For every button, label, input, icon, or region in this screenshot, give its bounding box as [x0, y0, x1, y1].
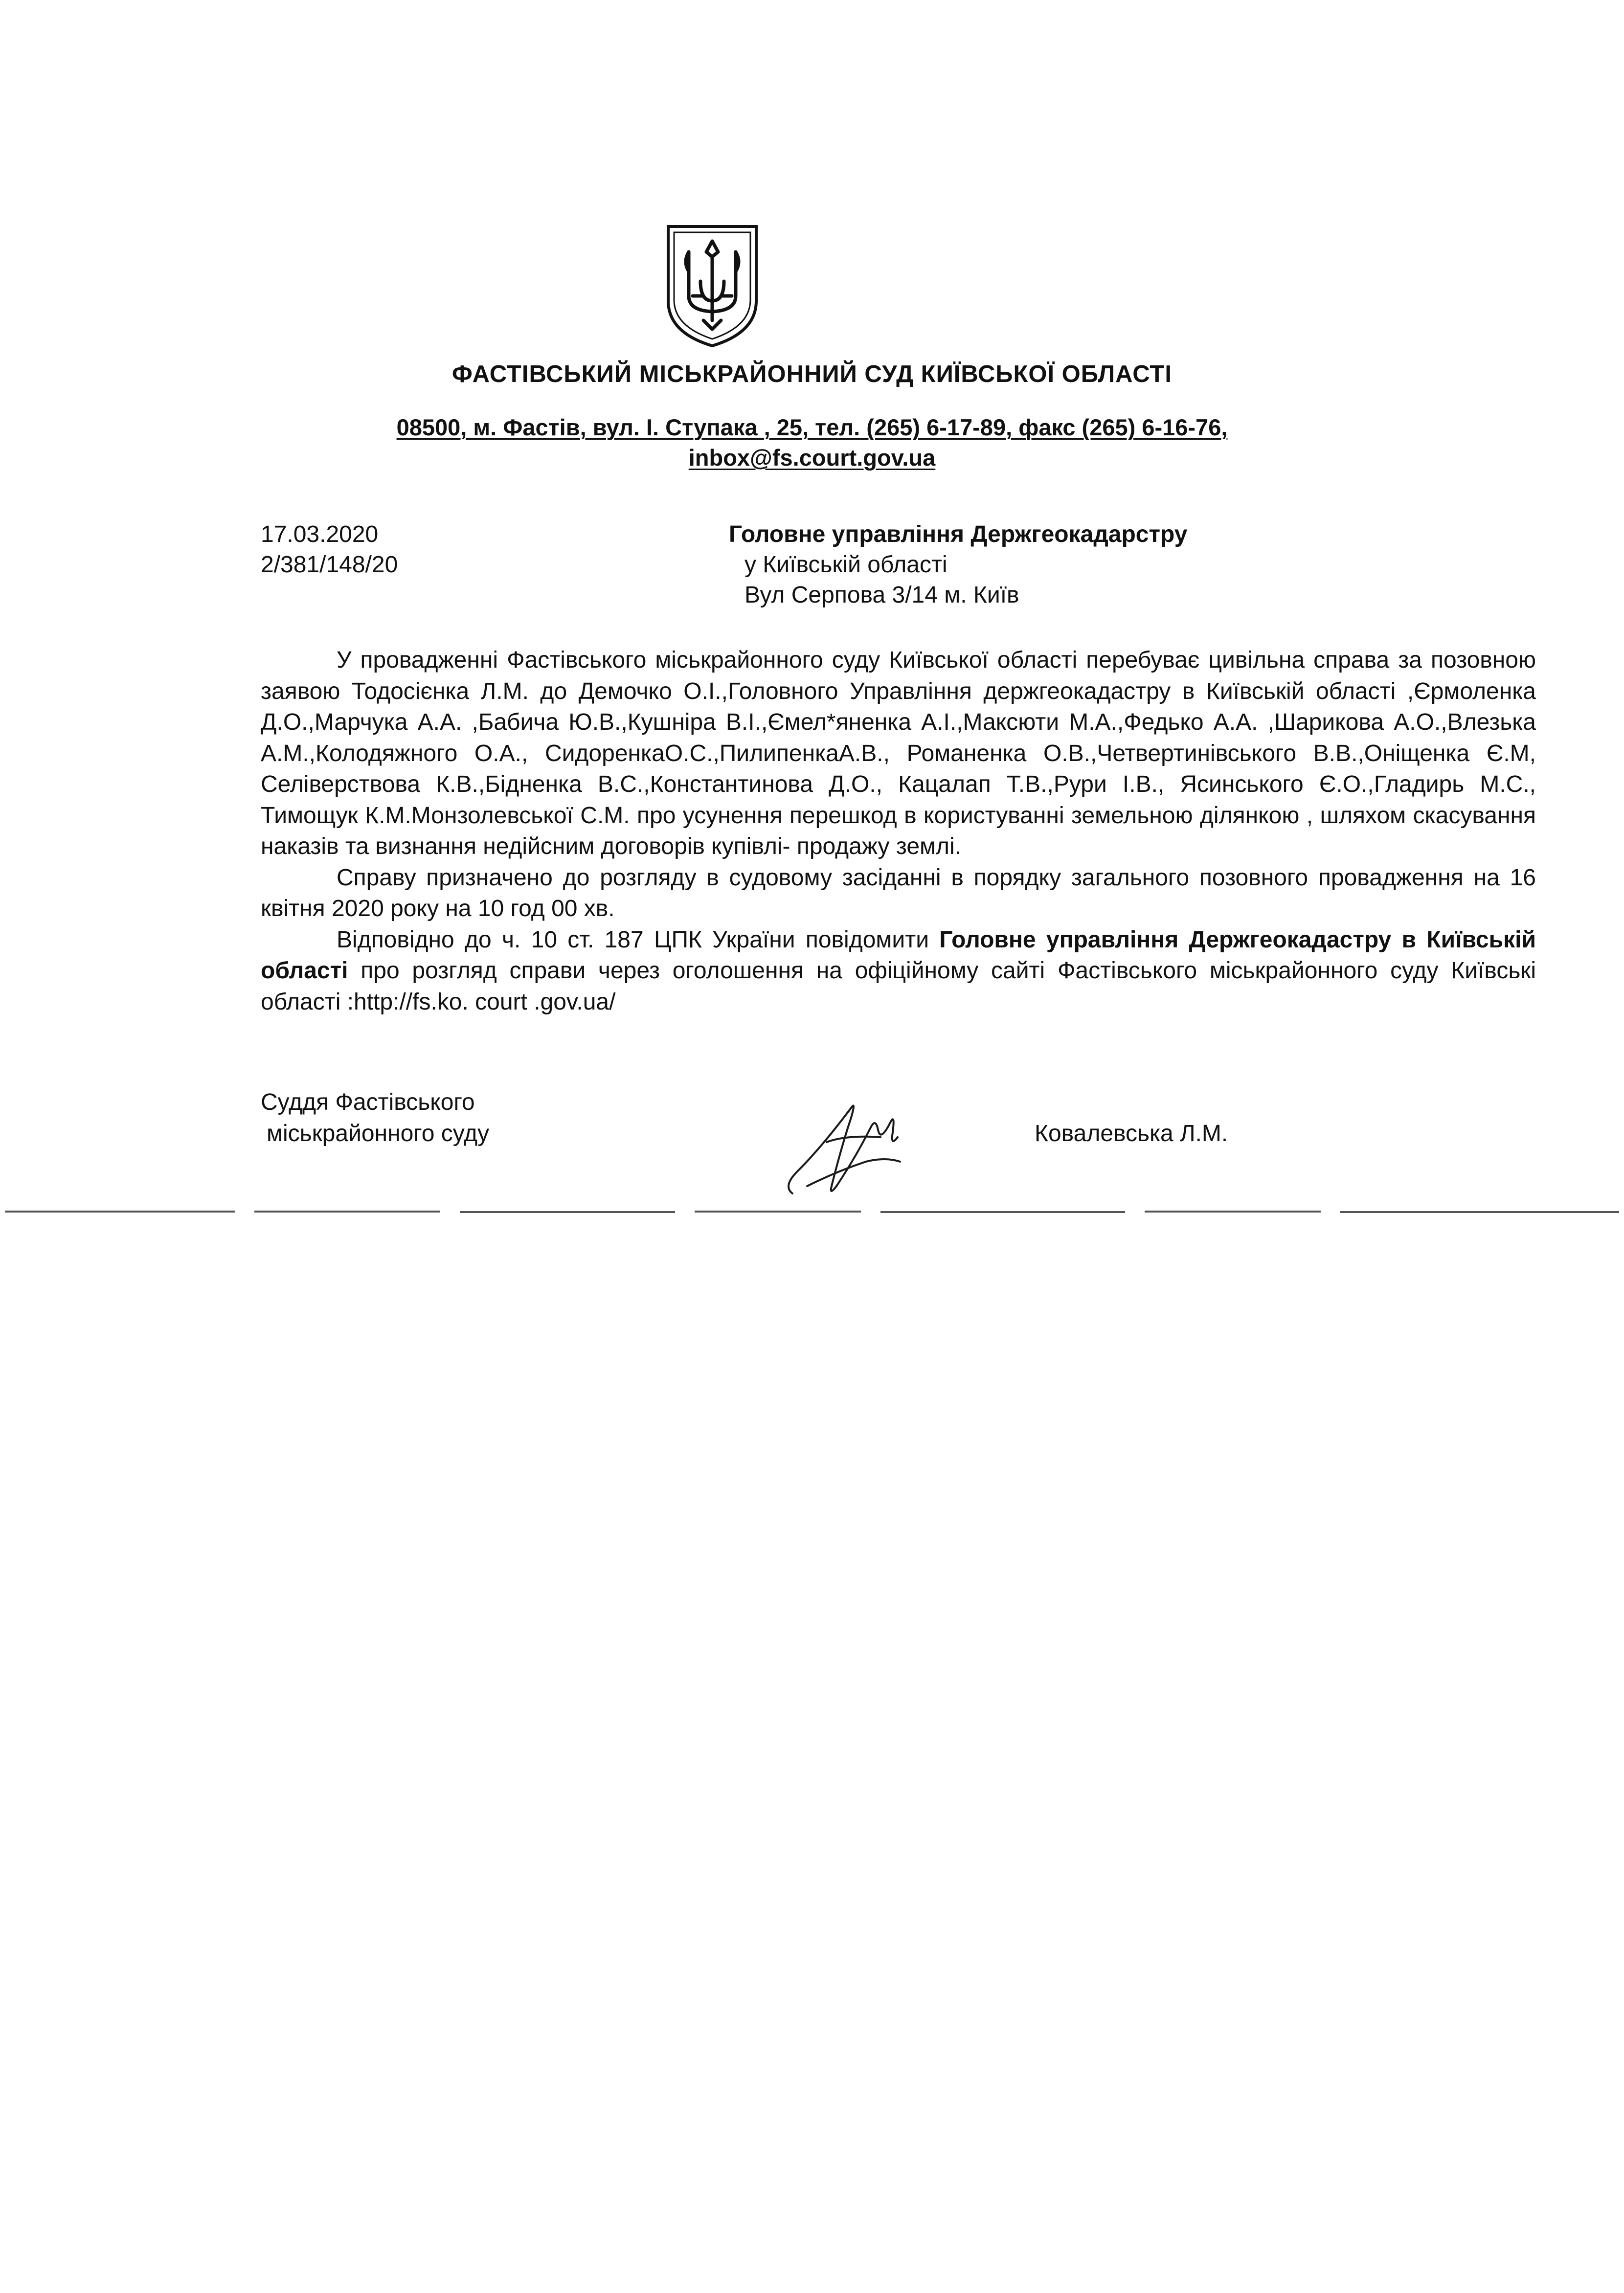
email-link[interactable]: inbox@fs.court.gov.ua: [688, 445, 936, 471]
recipient-block: [729, 519, 1187, 610]
scan-artifact-line: [0, 1209, 1624, 1214]
recipient-address: Вул Серпова 3/14 м. Київ: [744, 582, 1019, 608]
judge-title: [261, 1087, 489, 1149]
body-paragraph: Справу призначено до розгляду в судовому засіданні в порядку загального позовного провадження на 16 квітня 2020 року на 10 год 00 хв.: [261, 864, 1536, 922]
body-text-span: про розгляд справи через оголошення на офіційному сайті Фастівського міськрайонного суду Київські області :http://fs.ko. court .gov.ua/: [261, 958, 1536, 1015]
recipient-name: Головне управління Держгеокадарстру: [729, 521, 1188, 547]
handwritten-signature: [778, 1088, 915, 1206]
document-reference: 2/381/148/20: [261, 552, 398, 578]
body-bold-span: Головне управління Держгеокадастру в Київській області: [261, 926, 1536, 984]
judge-title-line: Суддя Фастівського: [261, 1089, 475, 1115]
body-text-span: Відповідно до ч. 10 ст. 187 ЦПК України повідомити: [337, 926, 940, 953]
letter-body: [261, 645, 1536, 1017]
recipient-region: у Київській області: [744, 552, 947, 578]
address-line: 08500, м. Фастів, вул. І. Ступака , 25, тел. (265) 6-17-89, факс (265) 6-16-76,: [396, 414, 1228, 440]
judge-title-line: міськрайонного суду: [267, 1121, 490, 1146]
body-paragraph: У провадженні Фастівського міськрайонного суду Київської області перебуває цивільна справа за позовною заявою Тодосієнка Л.М. до Демочко О.І.,Головного Управління держгеокадастру в Київській області ,Єрмоленка Д.О.,Марчука А.А. ,Бабича Ю.В.,Кушніра В.І.,Ємел*яненка А.І.,Максюти М.А.,Федько А.А. ,Шарикова А.О.,Влезька А.М.,Колодяжного О.А., СидоренкаО.С.,ПилипенкаА.В., Романенка О.В.,Четвертинівського В.В.,Оніщенка Є.М, Селіверствова К.В.,Бідненка В.С.,Константинова Д.О., Кацалап Т.В.,Рури І.В., Ясинського Є.О.,Гладирь М.С., Тимощук К.М.Монзолевської С.М. про усунення перешкод в користуванні земельною ділянкою , шляхом скасування наказів та визнання недійсним договорів купівлі- продажу землі.: [261, 647, 1536, 859]
document-meta: [261, 519, 398, 580]
trident-emblem-icon: [663, 223, 761, 350]
court-address: [0, 412, 1624, 473]
court-name: ФАСТІВСЬКИЙ МІСЬКРАЙОННИЙ СУД КИЇВСЬКОЇ ОБЛАСТІ: [452, 361, 1172, 387]
document-date: 17.03.2020: [261, 521, 379, 547]
body-paragraph: [261, 924, 1536, 1018]
judge-name: Ковалевська Л.М.: [1035, 1121, 1228, 1146]
